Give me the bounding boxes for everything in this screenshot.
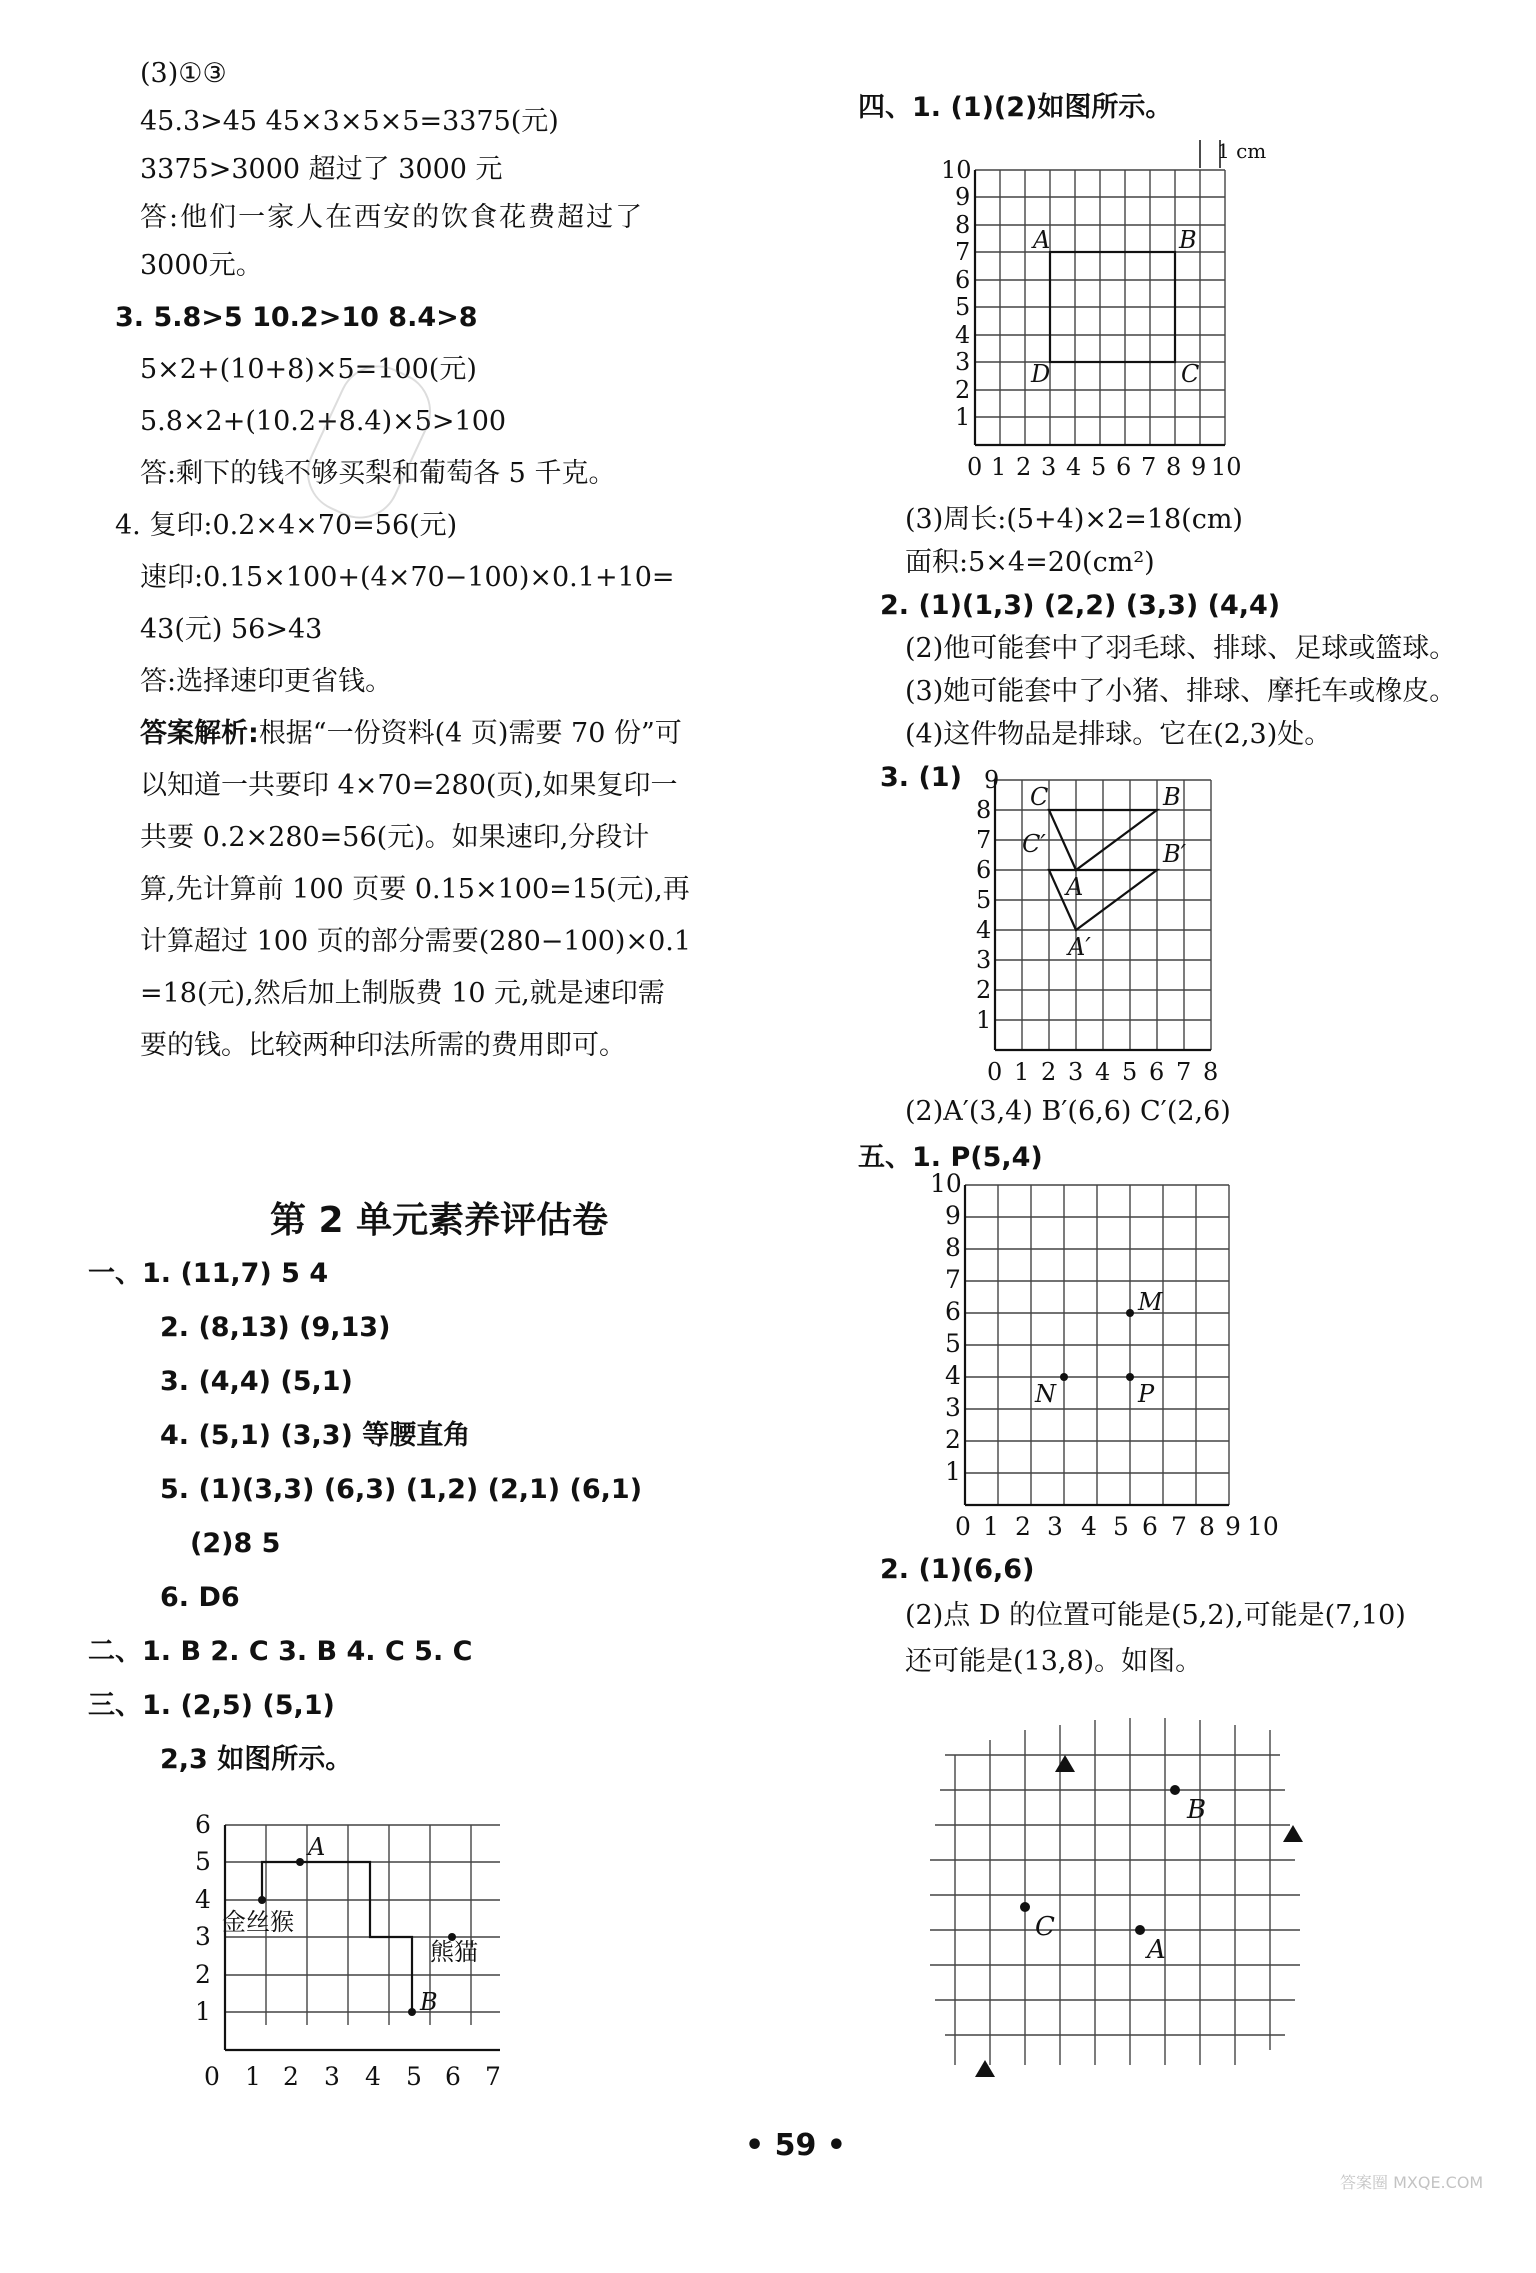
- q4-head: 四、1. (1)(2)如图所示。: [858, 92, 1173, 123]
- q4-line-5: (3)她可能套中了小猪、排球、摩托车或橡皮。: [905, 676, 1457, 707]
- left-line-11: 速印:0.15×100+(4×70−100)×0.1+10=: [140, 562, 675, 593]
- svg-text:7: 7: [1141, 453, 1157, 481]
- svg-text:6: 6: [445, 2062, 461, 2091]
- q5-line-2: (2)点 D 的位置可能是(5,2),可能是(7,10): [905, 1600, 1406, 1631]
- analysis-line-5: 计算超过 100 页的部分需要(280−100)×0.1: [140, 926, 692, 957]
- svg-text:1: 1: [983, 1512, 999, 1541]
- svg-text:2: 2: [283, 2062, 299, 2091]
- q5-line-1: 2. (1)(6,6): [880, 1554, 1035, 1585]
- watermark: 答案圈 MXQE.COM: [1340, 2173, 1484, 2192]
- svg-text:3: 3: [945, 1393, 961, 1422]
- svg-text:5: 5: [1113, 1512, 1129, 1541]
- svg-text:8: 8: [1203, 1058, 1219, 1086]
- point-monkey: [258, 1896, 266, 1904]
- mnp-graph: [930, 1169, 1279, 1541]
- svg-text:7: 7: [1176, 1058, 1192, 1086]
- answer-1-5b: (2)8 5: [190, 1528, 281, 1559]
- label-a: A: [308, 1833, 326, 1861]
- label-a2: A′: [1068, 933, 1091, 961]
- svg-text:10: 10: [941, 156, 972, 184]
- grid-lines: [975, 170, 1225, 445]
- point-a: [1135, 1925, 1145, 1935]
- svg-text:5: 5: [1122, 1058, 1138, 1086]
- label-b: B: [1179, 226, 1197, 254]
- label-panda: 熊猫: [430, 1938, 478, 1966]
- q5-head: 五、1. P(5,4): [858, 1142, 1043, 1173]
- x-ticks: [204, 2062, 501, 2091]
- left-line-8: 5.8×2+(10.2+8.4)×5>100: [140, 406, 507, 437]
- svg-text:7: 7: [976, 826, 992, 854]
- q4-line-4: (2)他可能套中了羽毛球、排球、足球或篮球。: [905, 633, 1457, 664]
- svg-text:1: 1: [195, 1997, 211, 2026]
- svg-text:4: 4: [1095, 1058, 1111, 1086]
- svg-text:8: 8: [1199, 1512, 1215, 1541]
- q4-line-2: 面积:5×4=20(cm²): [905, 547, 1155, 578]
- point-p: [1126, 1373, 1134, 1381]
- svg-text:6: 6: [1116, 453, 1132, 481]
- svg-text:7: 7: [945, 1265, 961, 1294]
- triangle-marker-bottom: [975, 2060, 995, 2077]
- svg-text:5: 5: [945, 1329, 961, 1358]
- svg-text:1: 1: [955, 403, 971, 431]
- svg-text:3: 3: [976, 946, 992, 974]
- svg-text:9: 9: [1191, 453, 1207, 481]
- label-b2: B′: [1163, 840, 1187, 868]
- scale-label: 1 cm: [1217, 139, 1267, 163]
- svg-text:3: 3: [1047, 1512, 1063, 1541]
- svg-text:9: 9: [945, 1201, 961, 1230]
- triangle-marker-top: [1055, 1755, 1075, 1772]
- point-n: [1060, 1373, 1068, 1381]
- label-b: B: [420, 1988, 438, 2016]
- svg-text:2: 2: [955, 376, 971, 404]
- svg-text:3: 3: [195, 1922, 211, 1951]
- map-graph-left: [190, 1800, 501, 2110]
- svg-text:6: 6: [1142, 1512, 1158, 1541]
- analysis-line-7: 要的钱。比较两种印法所需的费用即可。: [140, 1030, 626, 1061]
- analysis-label: 答案解析:: [140, 718, 259, 749]
- svg-text:6: 6: [976, 856, 992, 884]
- grid-lines: [965, 1185, 1229, 1505]
- analysis-line-4: 算,先计算前 100 页要 0.15×100=15(元),再: [140, 874, 690, 905]
- left-line-4: 答:他们一家人在西安的饮食花费超过了: [140, 202, 645, 233]
- y-ticks: [941, 156, 972, 431]
- left-line-13: 答:选择速印更省钱。: [140, 666, 393, 697]
- rect-graph: [941, 139, 1267, 481]
- answer-3-2: 2,3 如图所示。: [160, 1744, 353, 1775]
- svg-text:8: 8: [1166, 453, 1182, 481]
- svg-text:0: 0: [967, 453, 983, 481]
- svg-text:2: 2: [1015, 1512, 1031, 1541]
- svg-text:4: 4: [365, 2062, 381, 2091]
- answer-1-3: 3. (4,4) (5,1): [160, 1366, 353, 1397]
- point-m: [1126, 1309, 1134, 1317]
- label-m: M: [1138, 1288, 1163, 1316]
- svg-text:7: 7: [955, 238, 971, 266]
- left-line-1: (3)①③: [140, 58, 227, 89]
- svg-text:8: 8: [976, 796, 992, 824]
- svg-text:4: 4: [195, 1885, 211, 1914]
- q3-label: 3. (1): [880, 762, 962, 793]
- answer-1-1: 一、1. (11,7) 5 4: [88, 1258, 329, 1289]
- label-b: B: [1163, 783, 1181, 811]
- answer-2: 二、1. B 2. C 3. B 4. C 5. C: [88, 1636, 473, 1667]
- left-line-5: 3000元。: [140, 250, 263, 281]
- q4-line-3: 2. (1)(1,3) (2,2) (3,3) (4,4): [880, 590, 1281, 621]
- left-line-6: 3. 5.8>5 10.2>10 8.4>8: [115, 302, 478, 333]
- label-b: B: [1187, 1795, 1207, 1825]
- y-ticks: [930, 1169, 962, 1486]
- section-title: 第 2 单元素养评估卷: [270, 1200, 609, 1241]
- point-b: [408, 2008, 416, 2016]
- svg-text:4: 4: [945, 1361, 961, 1390]
- answer-1-4: 4. (5,1) (3,3) 等腰直角: [160, 1420, 471, 1451]
- label-a: A: [1066, 873, 1084, 901]
- svg-text:10: 10: [1211, 453, 1242, 481]
- q4-line-1: (3)周长:(5+4)×2=18(cm): [905, 504, 1243, 535]
- label-c: C: [1035, 1912, 1055, 1942]
- svg-text:4: 4: [955, 321, 971, 349]
- q5-line-3: 还可能是(13,8)。如图。: [905, 1646, 1203, 1677]
- svg-text:8: 8: [955, 211, 971, 239]
- analysis-text-1: 根据“一份资料(4 页)需要 70 份”可: [258, 718, 682, 749]
- left-line-10: 4. 复印:0.2×4×70=56(元): [115, 510, 458, 541]
- svg-text:4: 4: [1081, 1512, 1097, 1541]
- location-graph: [915, 1710, 1395, 2070]
- svg-text:6: 6: [945, 1297, 961, 1326]
- left-line-2: 45.3>45 45×3×5×5=3375(元): [140, 106, 559, 137]
- left-line-9: 答:剩下的钱不够买梨和葡萄各 5 千克。: [140, 458, 616, 489]
- grid-lines: [930, 1718, 1300, 2065]
- left-line-3: 3375>3000 超过了 3000 元: [140, 154, 503, 185]
- y-ticks: [195, 1810, 211, 2026]
- svg-text:9: 9: [955, 183, 971, 211]
- svg-text:1: 1: [1014, 1058, 1030, 1086]
- left-line-12: 43(元) 56>43: [140, 614, 323, 645]
- svg-text:5: 5: [1091, 453, 1107, 481]
- svg-text:8: 8: [945, 1233, 961, 1262]
- svg-text:5: 5: [406, 2062, 422, 2091]
- x-ticks: [955, 1512, 1279, 1541]
- svg-text:9: 9: [1225, 1512, 1241, 1541]
- label-d: D: [1031, 360, 1051, 388]
- svg-text:0: 0: [204, 2062, 220, 2091]
- svg-text:3: 3: [1041, 453, 1057, 481]
- svg-text:10: 10: [930, 1169, 962, 1198]
- answer-1-5: 5. (1)(3,3) (6,3) (1,2) (2,1) (6,1): [160, 1474, 643, 1505]
- label-c: C: [1181, 360, 1200, 388]
- answer-3-1: 三、1. (2,5) (5,1): [88, 1690, 335, 1721]
- point-b: [1170, 1785, 1180, 1795]
- answer-1-6: 6. D6: [160, 1582, 240, 1613]
- triangle-graph: [970, 766, 1220, 1090]
- page-number: • 59 •: [745, 2128, 846, 2163]
- analysis-line-1: [140, 718, 682, 750]
- svg-text:3: 3: [1068, 1058, 1084, 1086]
- svg-text:5: 5: [195, 1847, 211, 1876]
- x-ticks: [987, 1058, 1218, 1086]
- q4-line-6: (4)这件物品是排球。它在(2,3)处。: [905, 719, 1332, 750]
- svg-text:2: 2: [945, 1425, 961, 1454]
- svg-text:4: 4: [976, 916, 992, 944]
- label-c: C: [1030, 783, 1049, 811]
- svg-text:5: 5: [976, 886, 992, 914]
- label-p: P: [1138, 1380, 1155, 1408]
- point-c: [1020, 1902, 1030, 1912]
- left-line-7: 5×2+(10+8)×5=100(元): [140, 354, 477, 385]
- label-a: A: [1033, 226, 1051, 254]
- svg-text:0: 0: [955, 1512, 971, 1541]
- analysis-line-2: 以知道一共要印 4×70=280(页),如果复印一: [140, 770, 678, 801]
- grid-lines: [995, 780, 1211, 1050]
- svg-text:6: 6: [955, 266, 971, 294]
- point-a: [296, 1858, 304, 1866]
- svg-text:7: 7: [485, 2062, 501, 2091]
- svg-text:10: 10: [1247, 1512, 1279, 1541]
- svg-text:6: 6: [195, 1810, 211, 1839]
- q3-answer: (2)A′(3,4) B′(6,6) C′(2,6): [905, 1096, 1231, 1127]
- label-a: A: [1147, 1935, 1166, 1965]
- svg-text:2: 2: [195, 1960, 211, 1989]
- svg-text:2: 2: [1016, 453, 1032, 481]
- svg-text:9: 9: [984, 766, 1000, 794]
- svg-text:1: 1: [945, 1457, 961, 1486]
- answer-1-2: 2. (8,13) (9,13): [160, 1312, 391, 1343]
- svg-text:3: 3: [324, 2062, 340, 2091]
- label-monkey: 金丝猴: [222, 1908, 294, 1936]
- svg-text:5: 5: [955, 293, 971, 321]
- svg-text:6: 6: [1149, 1058, 1165, 1086]
- triangle-marker-right: [1283, 1825, 1303, 1842]
- svg-text:1: 1: [976, 1006, 992, 1034]
- svg-text:1: 1: [991, 453, 1007, 481]
- x-ticks: [967, 453, 1242, 481]
- svg-text:2: 2: [976, 976, 992, 1004]
- svg-text:3: 3: [955, 348, 971, 376]
- svg-text:0: 0: [987, 1058, 1003, 1086]
- svg-text:7: 7: [1171, 1512, 1187, 1541]
- label-n: N: [1035, 1380, 1056, 1408]
- analysis-line-3: 共要 0.2×280=56(元)。如果速印,分段计: [140, 822, 650, 853]
- analysis-line-6: =18(元),然后加上制版费 10 元,就是速印需: [140, 978, 665, 1009]
- svg-text:2: 2: [1041, 1058, 1057, 1086]
- svg-text:4: 4: [1066, 453, 1082, 481]
- label-c2: C′: [1022, 830, 1046, 858]
- svg-text:1: 1: [245, 2062, 261, 2091]
